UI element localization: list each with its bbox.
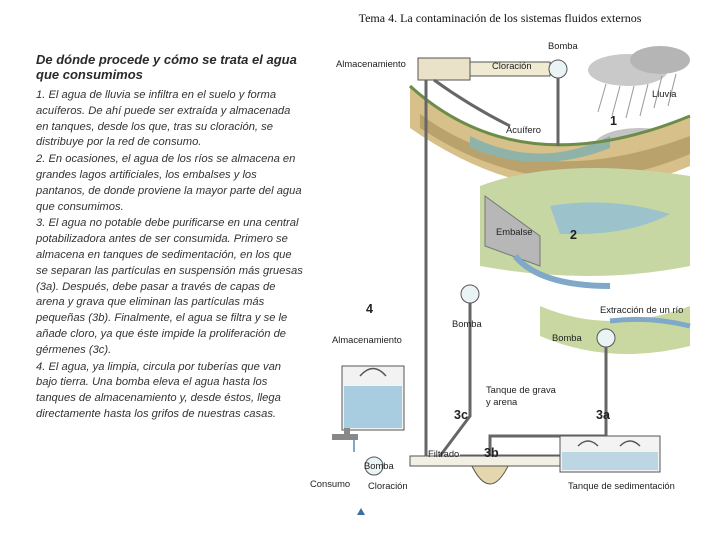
- label-filtrado: Filtrado: [428, 448, 460, 459]
- label-num-4: 4: [366, 302, 373, 316]
- sedimentation-tank: [560, 436, 660, 472]
- label-bomba-mid: Bomba: [452, 318, 482, 329]
- label-cloracion-top: Cloración: [492, 60, 532, 71]
- label-acuifero: Acuífero: [506, 124, 541, 135]
- label-bomba-right: Bomba: [552, 332, 582, 343]
- label-num-3a: 3a: [596, 408, 610, 422]
- paragraph-4: 4. El agua, ya limpia, circula por tuberías que van bajo tierra. Una bomba eleva el agua hasta los tanques de almacenamiento y, desde éstos, llega directamente hasta los grifos de nuestras casas.: [36, 360, 282, 420]
- triangle-marker-icon: [357, 508, 365, 515]
- label-tanque-sedimentacion: Tanque de sedimentación: [568, 480, 675, 491]
- paragraph-1: 1. El agua de lluvia se infiltra en el suelo y forma acuíferos. De ahí puede ser extraída y almacenada en tanques, desde los que, tras su cloración, se distribuye por la red de consumo.: [36, 89, 291, 149]
- pump-mid: [461, 285, 479, 303]
- paragraph-2: 2. En ocasiones, el agua de los ríos se almacena en grandes lagos artificiales, los embalses y los pantanos, de donde proviene la mayor parte del agua que consumimos.: [36, 153, 302, 213]
- label-almacenamiento-mid: Almacenamiento: [332, 334, 402, 345]
- label-tanque-grava: Tanque de grava y arena: [486, 384, 556, 407]
- section-heading: De dónde procede y cómo se trata el agua que consumimos: [36, 52, 297, 82]
- explanation-text: [36, 52, 304, 424]
- paragraph-3: 3. El agua no potable debe purificarse en una central potabilizadora antes de ser consumida. Primero se almacena en tanques de sedimentación, en los que se separan las partículas en suspensión más gruesas (3a). Después, debe pasar a través de capas de arena y grava que eliminan las partículas más pequeñas (3b). Finalmente, el agua se filtra y se le añade cloro, ya que éste impide la proliferación de gérmenes (3c).: [36, 217, 303, 356]
- label-extraccion: Extracción de un río: [600, 304, 684, 315]
- label-num-3b: 3b: [484, 446, 499, 460]
- label-embalse: Embalse: [496, 226, 533, 237]
- label-lluvia: Lluvia: [652, 88, 677, 99]
- label-consumo: Consumo: [310, 478, 351, 489]
- water-cycle-diagram: [310, 36, 700, 516]
- label-bomba-top: Bomba: [548, 40, 578, 51]
- label-almacenamiento-top: Almacenamiento: [336, 58, 406, 69]
- faucet: [332, 428, 358, 452]
- storage-tank-mid: [342, 366, 404, 430]
- page-header: Tema 4. La contaminación de los sistemas fluidos externos: [358, 11, 642, 25]
- label-num-1: 1: [610, 114, 617, 128]
- label-bomba-bottom: Bomba: [364, 460, 394, 471]
- label-num-2: 2: [570, 228, 577, 242]
- diagram-illustration: [310, 36, 700, 516]
- gravel-sand-tank: [410, 456, 560, 484]
- label-num-3c: 3c: [454, 408, 468, 422]
- label-cloracion-bottom: Cloración: [368, 480, 408, 491]
